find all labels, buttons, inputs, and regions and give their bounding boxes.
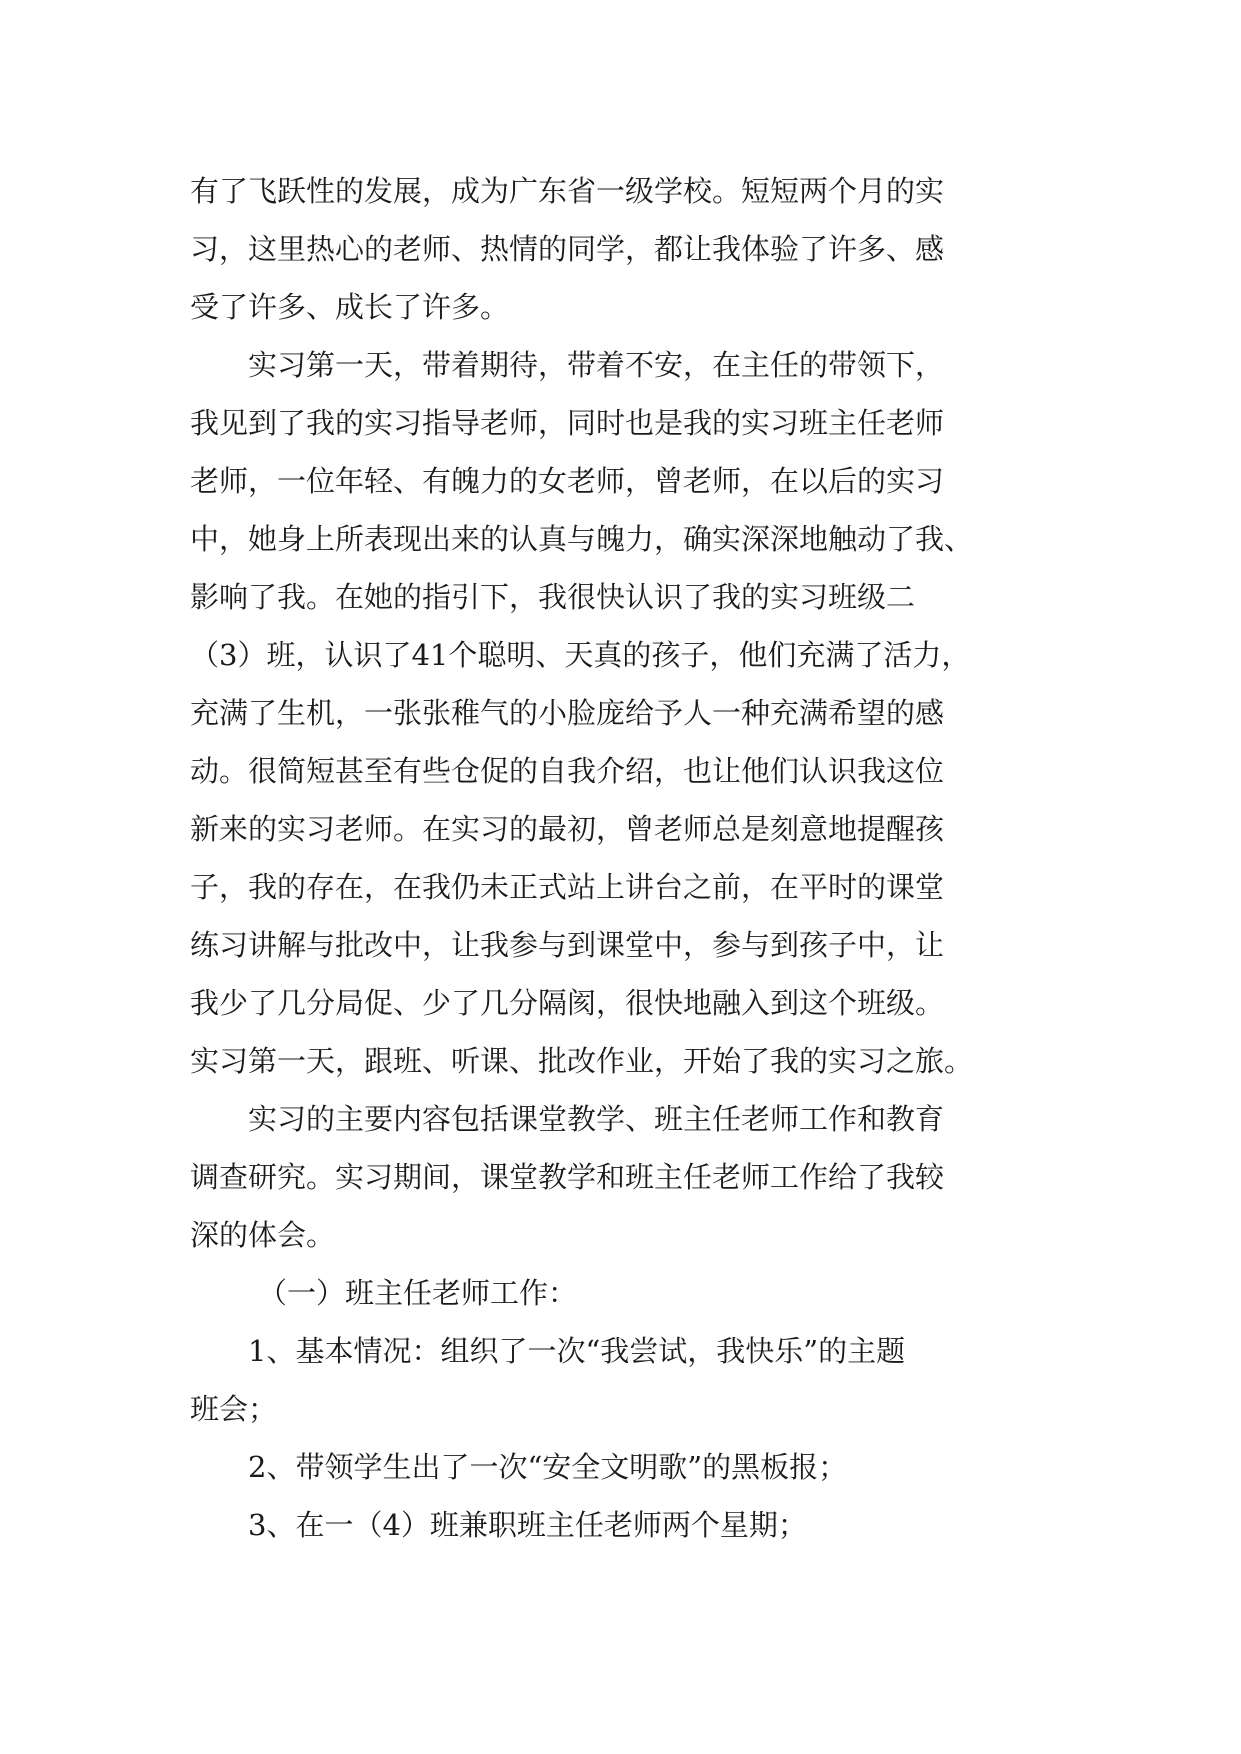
- text-line: 我少了几分局促、少了几分隔阂，很快地融入到这个班级。: [190, 986, 945, 1020]
- text-line: 中，她身上所表现出来的认真与魄力，确实深深地触动了我、: [190, 522, 974, 556]
- text-line: 子，我的存在，在我仍未正式站上讲台之前，在平时的课堂: [190, 870, 945, 904]
- text-line: 充满了生机，一张张稚气的小脸庞给予人一种充满希望的感: [190, 696, 945, 730]
- text-line: 习，这里热心的老师、热情的同学，都让我体验了许多、感: [190, 232, 945, 266]
- text-line: 3、在一（4）班兼职班主任老师两个星期；: [248, 1508, 807, 1542]
- text-line: 受了许多、成长了许多。: [190, 290, 510, 324]
- text-line: 老师，一位年轻、有魄力的女老师，曾老师，在以后的实习: [190, 464, 945, 498]
- text-line: 调查研究。实习期间，课堂教学和班主任老师工作给了我较: [190, 1160, 945, 1194]
- text-line: 练习讲解与批改中，让我参与到课堂中，参与到孩子中，让: [190, 928, 945, 962]
- section-heading: [190, 1264, 1070, 1322]
- paragraph-first-day: [190, 336, 1070, 1090]
- list-item-1: [190, 1322, 1070, 1438]
- text-line: 动。很简短甚至有些仓促的自我介绍，也让他们认识我这位: [190, 754, 945, 788]
- paragraph-continuation: [190, 162, 1070, 336]
- text-line: 有了飞跃性的发展，成为广东省一级学校。短短两个月的实: [190, 174, 945, 208]
- heading-line: （一）班主任老师工作：: [258, 1276, 578, 1310]
- text-line: 实习第一天，带着期待，带着不安，在主任的带领下，: [248, 348, 945, 382]
- text-line: 深的体会。: [190, 1218, 336, 1252]
- text-line: （3）班，认识了41个聪明、天真的孩子，他们充满了活力，: [190, 638, 971, 672]
- text-line: 新来的实习老师。在实习的最初，曾老师总是刻意地提醒孩: [190, 812, 945, 846]
- text-line: 1、基本情况：组织了一次“我尝试，我快乐”的主题: [248, 1334, 906, 1368]
- list-item-3: [190, 1496, 1070, 1554]
- text-line: 2、带领学生出了一次“安全文明歌”的黑板报；: [248, 1450, 848, 1484]
- text-line: 班会；: [190, 1392, 278, 1426]
- text-line: 我见到了我的实习指导老师，同时也是我的实习班主任老师: [190, 406, 945, 440]
- text-line: 影响了我。在她的指引下，我很快认识了我的实习班级二: [190, 580, 916, 614]
- list-item-2: [190, 1438, 1070, 1496]
- paragraph-main-content: [190, 1090, 1070, 1264]
- document-body: [190, 162, 1070, 1554]
- text-line: 实习的主要内容包括课堂教学、班主任老师工作和教育: [248, 1102, 945, 1136]
- text-line: 实习第一天，跟班、听课、批改作业，开始了我的实习之旅。: [190, 1044, 974, 1078]
